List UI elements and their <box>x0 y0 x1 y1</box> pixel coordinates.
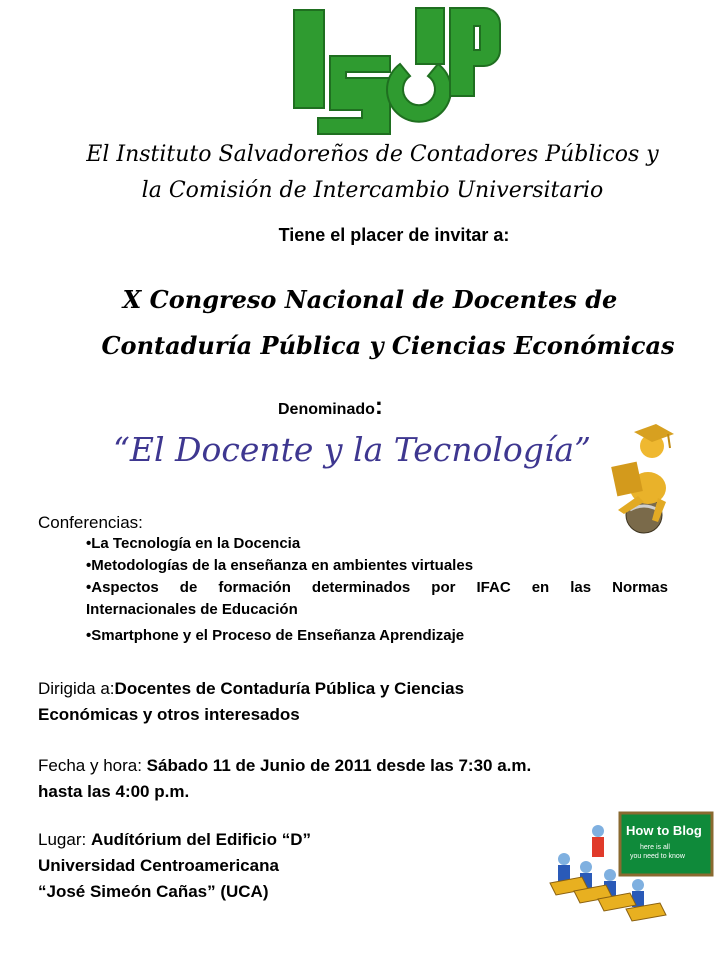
directed-label: Dirigida a: <box>38 679 115 698</box>
conference-item: •Smartphone y el Proceso de Enseñanza Aprendizaje <box>86 627 465 644</box>
directed-to-line-2 <box>38 702 300 728</box>
blog-board-title: How to Blog <box>626 823 702 838</box>
iscp-logo-icon <box>290 4 505 139</box>
place-label: Lugar: <box>38 830 91 849</box>
date-value-2: hasta las 4:00 p.m. <box>38 782 190 801</box>
date-line-2 <box>38 779 189 805</box>
organizer-line-2: la Comisión de Intercambio Universitario <box>141 178 604 203</box>
place-value-3: “José Simeón Cañas” (UCA) <box>38 882 269 901</box>
place-line-2 <box>38 853 279 879</box>
congress-title-line-1: X Congreso Nacional de Docentes de <box>122 285 618 314</box>
place-value-1: Audítórium del Edificio “D” <box>90 830 311 849</box>
denominado-colon: : <box>374 393 383 420</box>
how-to-blog-icon <box>548 805 716 937</box>
invitation-text: Tiene el placer de invitar a: <box>278 225 510 245</box>
conference-item: •Metodologías de la enseñanza en ambientes virtuales <box>86 557 474 574</box>
place-value-2: Universidad Centroamericana <box>38 856 279 875</box>
directed-value-2: Económicas y otros interesados <box>38 705 300 724</box>
directed-to-line-1 <box>38 676 464 702</box>
conferences-label: Conferencias: <box>38 513 143 532</box>
denominado-text: Denominado <box>278 401 375 418</box>
conference-item: •La Tecnología en la Docencia <box>86 535 301 552</box>
place-line-3 <box>38 879 269 905</box>
date-value-1: Sábado 11 de Junio de 2011 desde las 7:30 a.m. <box>146 756 532 775</box>
blog-board-sub1: here is all <box>640 844 670 851</box>
place-line-1 <box>38 827 311 853</box>
graduate-laptop-icon <box>608 410 680 535</box>
date-label: Fecha y hora: <box>38 756 147 775</box>
organizer-line-1: El Instituto Salvadoreños de Contadores Públicos y <box>86 142 659 167</box>
congress-title-line-2: Contaduría Pública y Ciencias Económicas <box>101 331 675 360</box>
blog-board-sub2: you need to know <box>630 853 685 860</box>
directed-value-1: Docentes de Contaduría Pública y Ciencias <box>114 679 465 698</box>
denominado-label <box>278 393 383 421</box>
event-theme: “El Docente y la Tecnología” <box>113 430 591 469</box>
conference-item: •Aspectos de formación determinados por IFAC en las Normas <box>86 579 668 596</box>
date-line-1 <box>38 753 531 779</box>
conference-item-continued: Internacionales de Educación <box>86 601 298 618</box>
